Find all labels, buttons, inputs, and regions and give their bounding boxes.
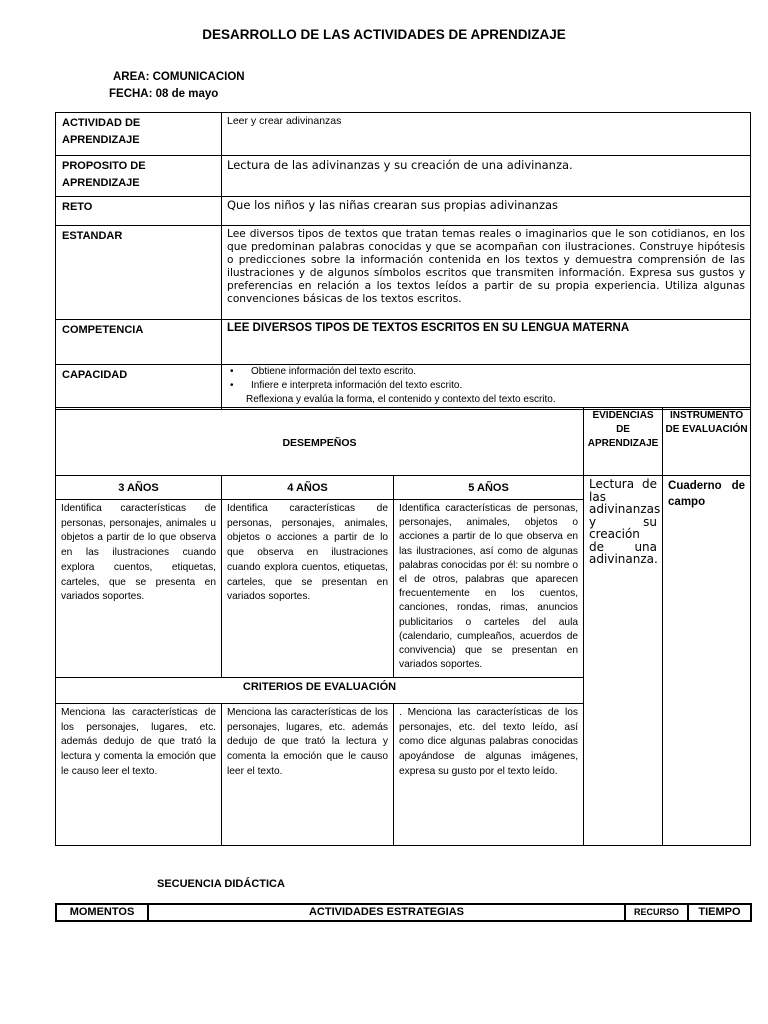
age-3-header: 3 AÑOS	[56, 476, 222, 500]
desempeno-5: Identifica características de personas, personajes, animales, objetos o acciones a partir de lo que observa en las ilustraciones, así como de algunas palabras conocidas por él: su nombre o el de otros, palabras que aparecen frecuentemente en los cuentos, canciones, rondas, rimas, anuncios publicitarios o carteles del aula (calendario, cumpleaños, acuerdos de convivencia) que se presentan en variados soportes.	[394, 500, 584, 678]
capacidad-label: CAPACIDAD	[56, 365, 222, 410]
evidencias-header: EVIDENCIAS DE APRENDIZAJE	[584, 408, 663, 476]
actividades-header: ACTIVIDADES ESTRATEGIAS	[148, 904, 625, 921]
reto-label: RETO	[56, 197, 222, 226]
capacidad-cell	[222, 365, 751, 410]
actividad-label: ACTIVIDAD DE APRENDIZAJE	[56, 113, 222, 156]
desempenos-header-cell	[56, 408, 584, 476]
estandar-label: ESTANDAR	[56, 226, 222, 320]
fecha-line: FECHA: 08 de mayo	[109, 88, 219, 100]
desempenos-table	[55, 407, 751, 846]
capacidad-item: Reflexiona y evalúa la forma, el contenido y contexto del texto escrito.	[246, 394, 556, 405]
capacidad-list	[227, 365, 745, 407]
proposito-cell	[222, 156, 751, 197]
desempeno-3: Identifica características de personas, personajes, animales u objetos a partir de lo que observa en las ilustraciones cuando explora cuentos, etiquetas, carteles, que se presenta en variados soportes.	[56, 500, 222, 678]
desempeno-4: Identifica características de personas, personajes, animales, objetos o acciones a partir de lo que observa en ilustraciones cuando explora cuentos, etiquetas, carteles, que se presentan en variados soportes.	[222, 500, 394, 678]
recurso-header: RECURSO	[625, 904, 688, 921]
momentos-header: MOMENTOS	[56, 904, 148, 921]
estandar-value: Lee diversos tipos de textos que tratan temas reales o imaginarios que le son cotidianos, en los que predominan palabras conocidas y que se acompañan con ilustraciones. Construye hipótesis o predicciones sobre la información contenida en los textos y demuestra comprensión de las ilustraciones y de algunos símbolos escritos que transmiten información. Expresa sus gustos y preferencias en relación a los textos leídos a partir de su propia experiencia. Utiliza algunas convenciones básicas de los textos escritos.	[227, 228, 745, 305]
info-table	[55, 112, 751, 410]
area-line: AREA: COMUNICACION	[113, 71, 245, 83]
secuencia-table	[55, 903, 752, 922]
proposito-value: Lectura de las adivinanzas y su creación de una adivinanza.	[227, 158, 573, 172]
age-4-header: 4 AÑOS	[222, 476, 394, 500]
proposito-label: PROPOSITO DE APRENDIZAJE	[56, 156, 222, 197]
capacidad-item: • Obtiene información del texto escrito.	[227, 365, 745, 379]
desempenos-header: DESEMPEÑOS	[282, 436, 357, 449]
criterios-header: CRITERIOS DE EVALUACIÓN	[56, 678, 584, 704]
criterio-5: . Menciona las características de los personajes, etc. del texto leído, así como dice algunas palabras conocidas apoyándose de algunas imágenes, expresa su gusto por el texto leído.	[394, 704, 584, 846]
evidencia-cell	[584, 476, 663, 846]
instrumento-cell	[663, 476, 751, 846]
instrumento-value: Cuaderno de campo	[668, 480, 746, 508]
competencia-cell	[222, 320, 751, 365]
secuencia-title: SECUENCIA DIDÁCTICA	[157, 878, 285, 890]
estandar-cell	[222, 226, 751, 320]
reto-value: Que los niños y las niñas crearan sus propias adivinanzas	[227, 198, 559, 212]
competencia-label: COMPETENCIA	[56, 320, 222, 365]
reto-cell	[222, 197, 751, 226]
capacidad-item: • Infiere e interpreta información del texto escrito.	[227, 379, 745, 393]
tiempo-header: TIEMPO	[688, 904, 751, 921]
competencia-value: LEE DIVERSOS TIPOS DE TEXTOS ESCRITOS EN SU LENGUA MATERNA	[227, 322, 630, 334]
page-title: DESARROLLO DE LAS ACTIVIDADES DE APRENDIZAJE	[202, 27, 566, 42]
age-5-header: 5 AÑOS	[394, 476, 584, 500]
actividad-value: Leer y crear adivinanzas	[222, 113, 751, 156]
instrumento-header: INSTRUMENTO DE EVALUACIÓN	[663, 408, 751, 476]
criterio-4: Menciona las características de los personajes, lugares, etc. además dedujo de que trató la lectura y comenta la emoción que le causo leer el texto.	[222, 704, 394, 846]
criterio-3: Menciona las características de los personajes, lugares, etc. además dedujo de que trató la lectura y comenta la emoción que le causo leer el texto.	[56, 704, 222, 846]
evidencia-value: Lectura de las adivinanzas y su creación de una adivinanza.	[589, 477, 661, 566]
